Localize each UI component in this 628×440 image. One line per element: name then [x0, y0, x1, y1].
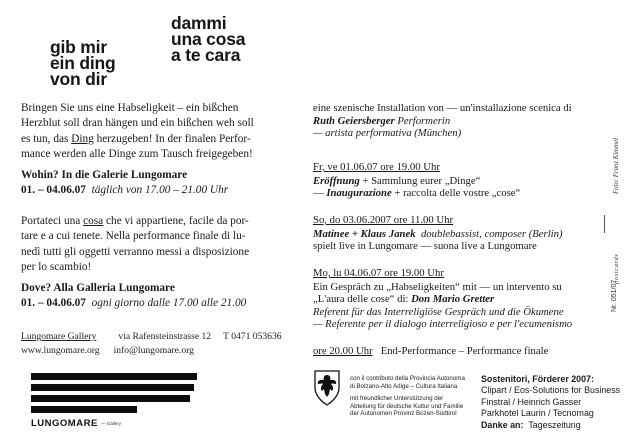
text-line: di Bolzano-Alto Adige – Cultura Italiana — [350, 382, 458, 390]
event-title: Inaugurazione — [326, 187, 392, 200]
event-date: Mo, lu 04.06.07 ore 19.00 Uhr — [313, 267, 444, 279]
title-german — [50, 39, 115, 87]
text-line: tare e a cui tenete. Nella performance finale di lu- — [21, 230, 246, 243]
title-italian-line: dammi — [171, 13, 227, 33]
text-span: „L'aura delle cose“ di: — [313, 293, 412, 306]
text-span: + raccolta delle vostre „cose“ — [391, 187, 521, 200]
logo-bar — [31, 395, 190, 402]
event-talk — [313, 267, 572, 331]
event-matinee — [313, 214, 563, 253]
opening-hours: täglich von 17.00 – 21.00 Uhr — [91, 184, 229, 197]
speaker-role-italian: — Referente per il dialogo interreligioso e per l'ecumenismo — [313, 318, 573, 331]
sponsor-item: Parkhotel Laurin / Tecnomag — [481, 408, 594, 419]
final-time: ore 20.00 Uhr — [313, 345, 373, 357]
text-line: con il contributo della Provincia Autonoma — [350, 375, 465, 382]
text-span: herzugeben! In der finalen Perfor- — [93, 132, 251, 145]
title-italian-line: una cosa — [171, 29, 246, 49]
event-opening — [313, 161, 520, 200]
opening-hours: ogni giorno dalle 17.00 alle 21.00 — [91, 297, 247, 310]
postcards-label: postcards — [613, 253, 620, 284]
postcard-number: Nr. 051/07 — [611, 279, 618, 312]
text-line: eine szenische Installation von — un'installazione scenica di — [313, 102, 572, 114]
text-line: per lo scambio! — [21, 261, 92, 274]
italian-location — [21, 281, 246, 312]
website-link[interactable]: www.lungomare.org — [21, 345, 100, 356]
event-date: Fr, ve 01.06.07 ore 19.00 Uhr — [313, 161, 440, 173]
german-intro — [21, 101, 301, 163]
coat-of-arms-icon — [314, 370, 340, 410]
logo-bar — [31, 384, 194, 391]
text-span: che vi appartiene, facile da por- — [103, 215, 249, 227]
event-title: Matinee + Klaus Janek — [313, 227, 416, 240]
gallery-address — [21, 330, 282, 358]
thanks-item: Tageszeitung — [528, 419, 581, 430]
italian-intro — [21, 214, 301, 276]
sponsor-item: Finstral / Heinrich Gasser — [481, 396, 582, 407]
text-line: Herzblut soll dran hängen und ein bißchen weh soll — [21, 117, 254, 130]
title-italian — [171, 15, 245, 63]
installation-info — [313, 102, 572, 140]
text-line: Bringen Sie uns eine Habseligkeit – ein bißchen — [21, 102, 239, 114]
title-german-line: von dir — [50, 69, 107, 89]
underlined-word: cosa — [83, 215, 104, 227]
event-title: Eröffnung — [313, 174, 360, 187]
logo-bar — [31, 406, 137, 413]
title-german-line: gib mir — [50, 37, 107, 57]
text-line: Abteilung für deutsche Kultur und Familie — [350, 402, 464, 410]
final-performance — [313, 345, 548, 358]
thanks-label: Danke an: — [481, 419, 524, 430]
title-german-line: ein ding — [50, 53, 116, 73]
speaker-name: Don Mario Gretter — [411, 293, 495, 306]
speaker-role: Referent für das Interreligiöse Gespräch und die Ökumene — [313, 305, 564, 318]
sponsors-title: Sostenitori, Förderer 2007: — [481, 374, 594, 384]
photo-credit: Foto: Franz Kimmel — [613, 138, 620, 194]
signature-mark — [604, 215, 605, 233]
text-line: nedì tutti gli oggetti verranno messi a disposizione — [21, 245, 250, 258]
location-question: Wohin? In die Galerie Lungomare — [21, 169, 188, 181]
text-line: mance werden alle Dinge zum Tausch freigegeben! — [21, 148, 253, 161]
artist-name: Ruth Geiersberger — [313, 114, 395, 127]
date-range: 01. – 04.06.07 — [21, 297, 86, 310]
title-italian-line: a te cara — [171, 45, 241, 65]
artist-role: Performerin — [397, 114, 451, 127]
email-link[interactable]: info@lungomare.org — [113, 345, 194, 356]
final-text: End-Performance – Performance finale — [380, 345, 549, 357]
musician-role: doublebassist, composer (Berlin) — [420, 227, 563, 240]
text-line: der Autonomen Provinz Bozen-Südtirol — [350, 410, 457, 418]
event-date: So, do 03.06.2007 ore 11.00 Uhr — [313, 214, 454, 226]
location-question: Dove? Alla Galleria Lungomare — [21, 282, 175, 294]
logo-bar — [31, 373, 197, 380]
street-address: via Rafensteinstrasse 12 — [118, 331, 212, 342]
text-line: mit freundlicher Unterstützung der — [350, 395, 444, 403]
text-line: Ein Gespräch zu „Habseligkeiten“ mit — un intervento su — [313, 280, 562, 293]
phone-number: T 0471 053636 — [223, 331, 282, 342]
text-span: es tun, das — [21, 132, 72, 145]
text-line: spielt live in Lungomare — suona live a Lungomare — [313, 240, 537, 253]
text-line — [21, 214, 301, 229]
gallery-name: Lungomare Gallery — [21, 331, 97, 342]
german-location — [21, 168, 228, 199]
text-line — [21, 132, 301, 147]
logo-subtext: — Gallery — [101, 421, 122, 426]
underlined-word: Ding — [71, 132, 94, 145]
sponsor-item: Clipart / Eos-Solutions for Business — [481, 385, 621, 396]
date-range: 01. – 04.06.07 — [21, 184, 86, 197]
artist-role-italian: — artista performativa (München) — [313, 127, 462, 140]
text-span: Portateci una — [21, 215, 84, 227]
support-note — [350, 375, 465, 418]
text-span: — — [313, 187, 327, 200]
text-span: + Sammlung eurer „Dinge“ — [359, 174, 481, 187]
sponsors — [481, 374, 620, 431]
logo-text: LUNGOMARE — [31, 418, 98, 429]
